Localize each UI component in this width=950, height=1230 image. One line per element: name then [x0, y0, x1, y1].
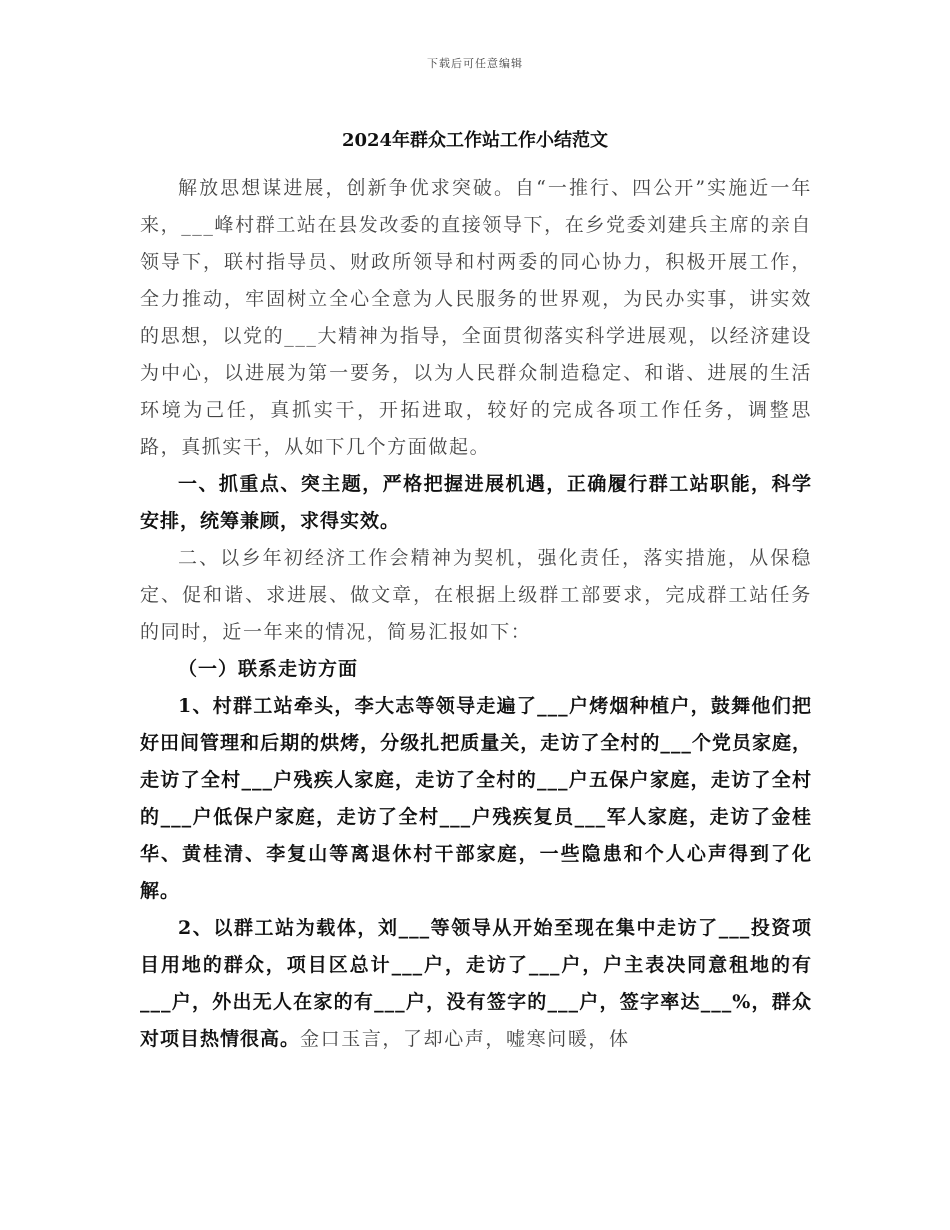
paragraph-section-1: 一、抓重点、突主题，严格把握进展机遇，正确履行群工站职能，科学安排，统筹兼顾，求得实效。: [140, 473, 812, 532]
document-title: 2024年群众工作站工作小结范文: [341, 130, 609, 151]
paragraph-section-2: 二、以乡年初经济工作会精神为契机，强化责任，落实措施，从保稳定、促和谐、求进展、做文章，在根据上级群工部要求，完成群工站任务的同时，近一年来的情况，简易汇报如下：: [140, 547, 812, 643]
item-2-continuation: 金口玉言，了却心声，嘘寒问暖，体: [300, 1028, 630, 1050]
item-2-text: 2、以群工站为载体，刘___等领导从开始至现在集中走访了___投资项目用地的群众，项目区总计___户，走访了___户，户主表决同意租地的有___户，外出无人在家的有___户，没有签字的___户，签字率达___%，群众对项目热情很高。: [140, 917, 812, 1050]
paragraph-item-2: [140, 910, 812, 1058]
header-note: 下载后可任意编辑: [427, 57, 523, 70]
subheading-visits: （一）联系走访方面: [178, 658, 359, 680]
document-body: [140, 170, 812, 1058]
paragraph-intro: 解放思想谋进展，创新争优求突破。自“一推行、四公开”实施近一年来，___峰村群工站在县发改委的直接领导下，在乡党委刘建兵主席的亲自领导下，联村指导员、财政所领导和村两委的同心协力，积极开展工作，全力推动，牢固树立全心全意为人民服务的世界观，为民办实事，讲实效的思想，以党的___大精神为指导，全面贯彻落实科学进展观，以经济建设为中心，以进展为第一要务，以为人民群众制造稳定、和谐、进展的生活环境为己任，真抓实干，开拓进取，较好的完成各项工作任务，调整思路，真抓实干，从如下几个方面做起。: [140, 177, 812, 458]
paragraph-item-1: 1、村群工站牵头，李大志等领导走遍了___户烤烟种植户，鼓舞他们把好田间管理和后期的烘烤，分级扎把质量关，走访了全村的___个党员家庭，走访了全村___户残疾人家庭，走访了全村的___户五保户家庭，走访了全村的___户低保户家庭，走访了全村___户残疾复员___军人家庭，走访了金桂华、黄桂清、李复山等离退休村干部家庭，一些隐患和个人心声得到了化解。: [140, 695, 812, 902]
